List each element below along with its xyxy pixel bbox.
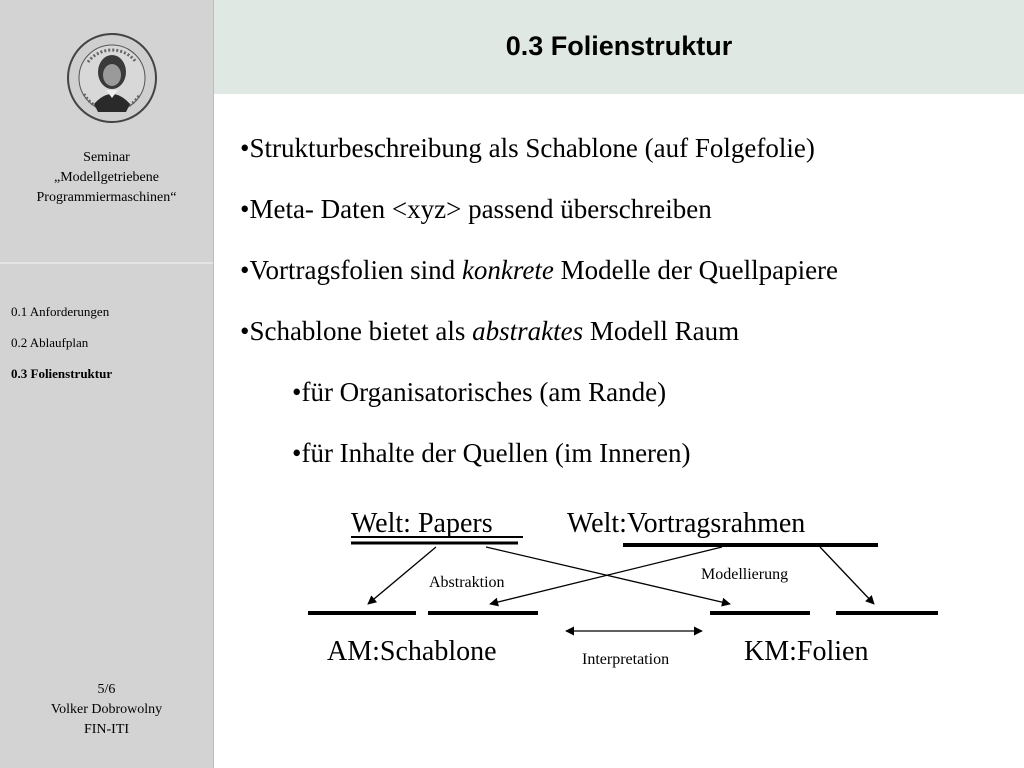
- bullet-4-pre: •Schablone bietet als: [240, 316, 473, 346]
- bullet-3-post: Modelle der Quellpapiere: [553, 255, 839, 285]
- seminar-line-1: Seminar: [83, 150, 130, 165]
- am-schablone-label: AM:Schablone: [327, 636, 497, 667]
- nav-item-anforderungen[interactable]: 0.1 Anforderungen: [11, 304, 110, 319]
- nav-item-folienstruktur[interactable]: 0.3 Folienstruktur: [11, 366, 113, 381]
- nav-item-ablaufplan[interactable]: 0.2 Ablaufplan: [11, 335, 89, 350]
- page-number: 5/6: [97, 682, 116, 697]
- bullet-3-emphasis: konkrete: [461, 255, 554, 285]
- organization: FIN-ITI: [83, 722, 130, 737]
- seminar-line-2: „Modellgetriebene: [54, 170, 159, 185]
- modellierung-label: Modellierung: [701, 566, 789, 583]
- bullet-2: •Meta- Daten <xyz> passend überschreiben: [240, 194, 712, 224]
- abstraktion-label: Abstraktion: [429, 574, 505, 591]
- sub-bullet-1: •für Organisatorisches (am Rande): [292, 377, 667, 407]
- bullet-1: •Strukturbeschreibung als Schablone (auf Folgefolie): [240, 133, 815, 163]
- welt-papers-label: Welt: Papers: [351, 508, 493, 539]
- bullet-4-post: Modell Raum: [583, 316, 740, 346]
- interpretation-label: Interpretation: [582, 651, 670, 668]
- arrow-modellierung: [820, 547, 874, 604]
- bullet-3-pre: •Vortragsfolien sind: [240, 255, 462, 285]
- sub-bullet-2: •für Inhalte der Quellen (im Inneren): [292, 438, 691, 468]
- page-title: 0.3 Folienstruktur: [505, 31, 733, 61]
- arrow-abstraktion: [368, 547, 436, 604]
- seminar-line-3: Programmiermaschinen“: [36, 190, 177, 205]
- km-folien-label: KM:Folien: [744, 636, 869, 667]
- welt-vortragsrahmen-label: Welt:Vortragsrahmen: [567, 508, 806, 539]
- bullet-4-emphasis: abstraktes: [472, 316, 584, 346]
- author-name: Volker Dobrowolny: [50, 702, 163, 717]
